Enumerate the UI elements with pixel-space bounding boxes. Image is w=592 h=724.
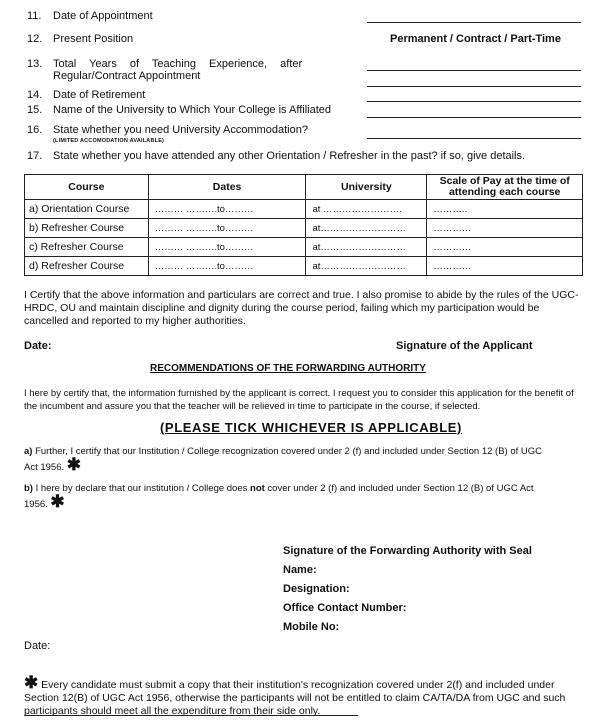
item-12-label: Present Position <box>53 33 134 45</box>
dates-cell[interactable]: ……… ……….to……… <box>148 257 306 276</box>
authority-designation-label: Designation: <box>283 583 350 595</box>
item-11-label: Date of Appointment <box>53 10 153 22</box>
dates-cell[interactable]: ……… ……….to……… <box>148 238 306 257</box>
scale-cell[interactable]: ………… <box>427 219 583 238</box>
item-14-answer-line[interactable] <box>367 86 581 87</box>
university-cell[interactable]: at……………………… <box>306 219 427 238</box>
item-13-label-continued: Regular/Contract Appointment <box>53 70 201 82</box>
course-cell: a) Orientation Course <box>25 200 149 219</box>
option-b-not: not <box>250 483 265 494</box>
item-13-label: Total Years of Teaching Experience, after <box>53 58 303 70</box>
item-16-number: 16. <box>27 124 43 136</box>
applicant-date-label: Date: <box>24 340 52 352</box>
item-13-number: 13. <box>27 58 43 70</box>
footnote-underline <box>24 715 358 716</box>
header-university: University <box>306 175 427 200</box>
option-a-text: Further, I certify that our Institution / College recognization covered under 2 (f) and included under Section 12 (B) of UGC Act 1956. <box>24 446 543 473</box>
item-15-label: Name of the University to Which Your College is Affiliated <box>53 104 331 116</box>
asterisk-icon: ✱ <box>50 491 65 511</box>
applicant-signature-label: Signature of the Applicant <box>396 340 533 352</box>
recommendations-title: RECOMMENDATIONS OF THE FORWARDING AUTHORITY <box>150 363 426 374</box>
course-table-header <box>25 175 583 200</box>
asterisk-icon: ✱ <box>24 673 39 692</box>
course-table <box>24 174 583 276</box>
item-15-number: 15. <box>27 104 43 116</box>
authority-name-label: Name: <box>283 564 317 576</box>
option-b[interactable] <box>24 483 544 511</box>
option-a-prefix: a) <box>24 446 33 457</box>
accommodation-note: (LIMITED ACCOMODATION AVAILABLE) <box>53 138 165 144</box>
course-cell: c) Refresher Course <box>25 238 149 257</box>
item-16-label: State whether you need University Accommodation? <box>53 124 308 136</box>
authority-date-label: Date: <box>24 640 51 652</box>
item-14-label: Date of Retirement <box>53 89 146 101</box>
option-b-text-1: I here by declare that our institution / College does <box>35 483 251 494</box>
item-13-answer-line[interactable] <box>367 70 581 71</box>
item-17-label: State whether you have attended any other Orientation / Refresher in the past? if so, give details. <box>53 150 526 162</box>
course-cell: b) Refresher Course <box>25 219 149 238</box>
header-dates: Dates <box>148 175 306 200</box>
course-cell: d) Refresher Course <box>25 257 149 276</box>
item-12-number: 12. <box>27 33 43 45</box>
item-11-number: 11. <box>27 10 42 22</box>
item-15-answer-line[interactable] <box>367 101 581 102</box>
dates-cell[interactable]: ……… ……….to……… <box>148 200 306 219</box>
dates-cell[interactable]: ……… ……….to……… <box>148 219 306 238</box>
scale-cell[interactable]: ………… <box>427 238 583 257</box>
item-11-answer-line[interactable] <box>367 22 581 23</box>
university-cell[interactable]: at ……………………. <box>306 200 427 219</box>
forwarding-authority-signature: Signature of the Forwarding Authority with Seal <box>283 545 532 557</box>
option-a[interactable] <box>24 446 544 474</box>
mobile-label: Mobile No: <box>283 621 340 633</box>
item-14-number: 14. <box>27 89 43 101</box>
header-scale-of-pay: Scale of Pay at the time of attending each course <box>427 175 583 200</box>
certification-text: I Certify that the above information and particulars are correct and true. I also promise to abide by the rules of the UGC-HRDC, OU and maintain discipline and dignity during the course period, failing which my participation would be cancelled and reported to my higher authorities. <box>24 289 579 327</box>
header-course: Course <box>25 175 149 200</box>
table-row <box>25 238 583 257</box>
table-row <box>25 200 583 219</box>
scale-cell[interactable]: ………… <box>427 257 583 276</box>
tick-instruction: (PLEASE TICK WHICHEVER IS APPLICABLE) <box>160 420 462 435</box>
asterisk-icon: ✱ <box>66 454 82 474</box>
university-cell[interactable]: at……………………… <box>306 257 427 276</box>
table-row <box>25 219 583 238</box>
forwarding-certify-text: I here by certify that, the information furnished by the applicant is correct. I request you to consider this application for the benefit of the incumbent and assure you that the teacher will be relieved in time to participate in the course, if selected. <box>24 388 574 412</box>
item-17-number: 17. <box>27 150 43 162</box>
option-b-text-2: cover under 2 (f) and included under Section 12 (B) of UGC Act 1956. <box>24 483 534 510</box>
footnote-text: Every candidate must submit a copy that their institution's recognization covered under 2(f) and included under Section 12(B) of UGC Act 1956, otherwise the participants will not be entitled to claim CA/TA/DA from UGC and such participants should meet all the expenditure from their side only. <box>24 679 566 717</box>
office-contact-label: Office Contact Number: <box>283 602 407 614</box>
footnote <box>24 673 584 718</box>
item-15-answer-line-2[interactable] <box>367 117 581 118</box>
option-b-prefix: b) <box>24 483 33 494</box>
scale-cell[interactable]: ……….. <box>427 200 583 219</box>
present-position-options[interactable]: Permanent / Contract / Part-Time <box>390 33 561 45</box>
table-row <box>25 257 583 276</box>
university-cell[interactable]: at……………………… <box>306 238 427 257</box>
item-16-answer-line[interactable] <box>367 138 581 139</box>
